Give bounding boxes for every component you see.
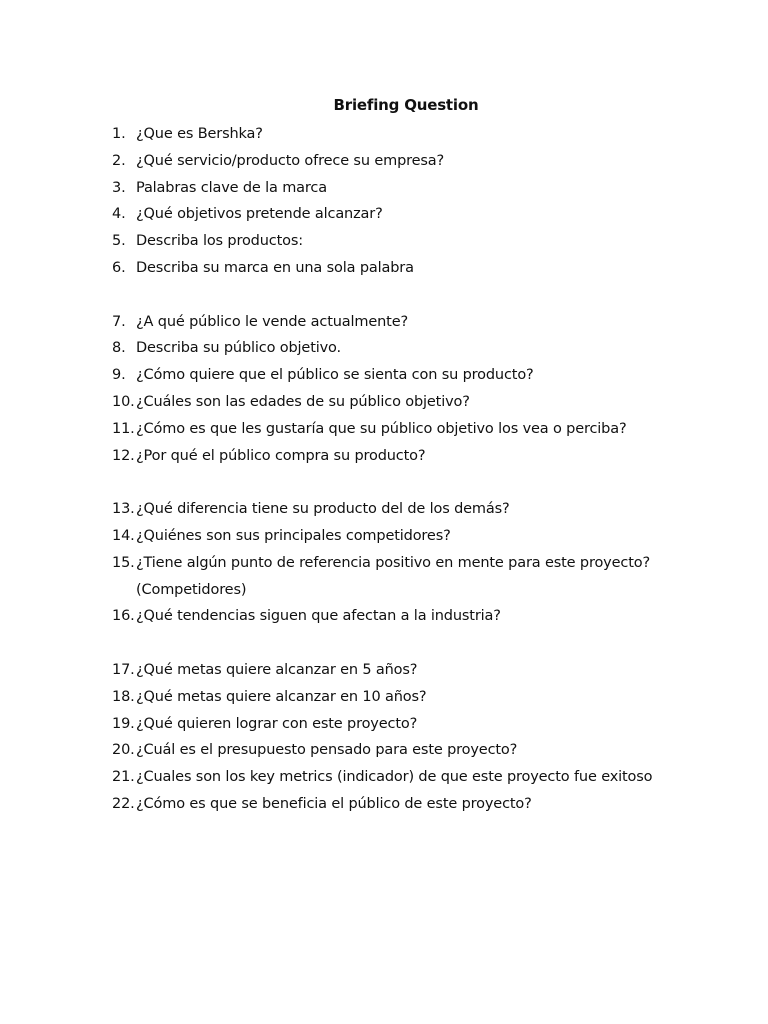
question-item: [0, 684, 768, 711]
group-spacer: [0, 469, 768, 496]
question-number: 22.: [112, 795, 135, 812]
question-number: 1.: [112, 126, 126, 142]
question-number: 13.: [112, 501, 135, 518]
question-number: 20.: [112, 742, 135, 759]
question-text: ¿Por qué el público compra su producto?: [136, 447, 426, 464]
question-number: 17.: [112, 661, 135, 678]
question-number: 18.: [112, 688, 135, 705]
question-text: ¿Qué diferencia tiene su producto del de los demás?: [136, 501, 510, 518]
question-item: [0, 416, 768, 443]
question-text: ¿Cómo es que se beneficia el público de este proyecto?: [136, 795, 532, 812]
question-text: Describa los productos:: [136, 233, 303, 250]
question-text: ¿Qué metas quiere alcanzar en 10 años?: [136, 688, 427, 705]
question-text: ¿Cuales son los key metrics (indicador) de que este proyecto fue exitoso: [136, 769, 653, 786]
question-text: ¿Cómo quiere que el público se sienta con su producto?: [136, 367, 534, 384]
question-number: 16.: [112, 608, 135, 625]
question-item: [0, 228, 768, 255]
question-number: 4.: [112, 206, 126, 223]
question-item: [0, 121, 768, 148]
question-text: ¿Qué quieren lograr con este proyecto?: [136, 715, 418, 732]
question-item: [0, 496, 768, 523]
question-item: [0, 764, 768, 791]
question-item: [0, 737, 768, 764]
question-item: [0, 175, 768, 202]
question-number: 7.: [112, 313, 126, 330]
question-text: ¿Qué servicio/producto ofrece su empresa?: [136, 152, 445, 169]
question-item: [0, 523, 768, 550]
question-item: [0, 791, 768, 818]
question-number: 8.: [112, 340, 126, 357]
question-text: ¿Qué metas quiere alcanzar en 5 años?: [136, 661, 418, 678]
question-text: ¿Quiénes son sus principales competidores?: [136, 527, 451, 544]
question-number: 5.: [112, 233, 126, 250]
question-number: 21.: [112, 769, 135, 786]
question-text: ¿Cuál es el presupuesto pensado para este proyecto?: [136, 742, 518, 759]
question-item: [0, 443, 768, 470]
question-text: ¿A qué público le vende actualmente?: [136, 313, 409, 330]
question-text: Describa su público objetivo.: [136, 340, 341, 357]
question-text: ¿Que es Bershka?: [136, 126, 263, 142]
question-number: 3.: [112, 179, 126, 196]
question-item: [0, 362, 768, 389]
question-text: ¿Cuáles son las edades de su público objetivo?: [136, 393, 470, 410]
question-number: 19.: [112, 715, 135, 732]
question-text: ¿Tiene algún punto de referencia positivo en mente para este proyecto? (Competidores): [136, 554, 650, 598]
question-text: ¿Cómo es que les gustaría que su público objetivo los vea o perciba?: [136, 420, 627, 437]
question-item: [0, 603, 768, 630]
question-item: [0, 148, 768, 175]
question-list: [0, 121, 768, 818]
question-number: 9.: [112, 367, 126, 384]
question-number: 6.: [112, 259, 126, 276]
question-item: [0, 335, 768, 362]
question-item: [0, 711, 768, 738]
question-item: [0, 201, 768, 228]
document-title: Briefing Question: [333, 96, 479, 114]
question-text: Palabras clave de la marca: [136, 179, 327, 196]
question-number: 12.: [112, 447, 135, 464]
question-item: [0, 389, 768, 416]
group-spacer: [0, 282, 768, 309]
question-item: [0, 255, 768, 282]
question-text: ¿Qué tendencias siguen que afectan a la industria?: [136, 608, 501, 625]
question-number: 15.: [112, 554, 135, 571]
question-item: [0, 550, 768, 604]
question-number: 11.: [112, 420, 135, 437]
group-spacer: [0, 630, 768, 657]
question-text: Describa su marca en una sola palabra: [136, 259, 414, 276]
question-item: [0, 309, 768, 336]
question-text: ¿Qué objetivos pretende alcanzar?: [136, 206, 383, 223]
question-item: [0, 657, 768, 684]
question-number: 10.: [112, 393, 135, 410]
question-number: 2.: [112, 152, 126, 169]
question-number: 14.: [112, 527, 135, 544]
